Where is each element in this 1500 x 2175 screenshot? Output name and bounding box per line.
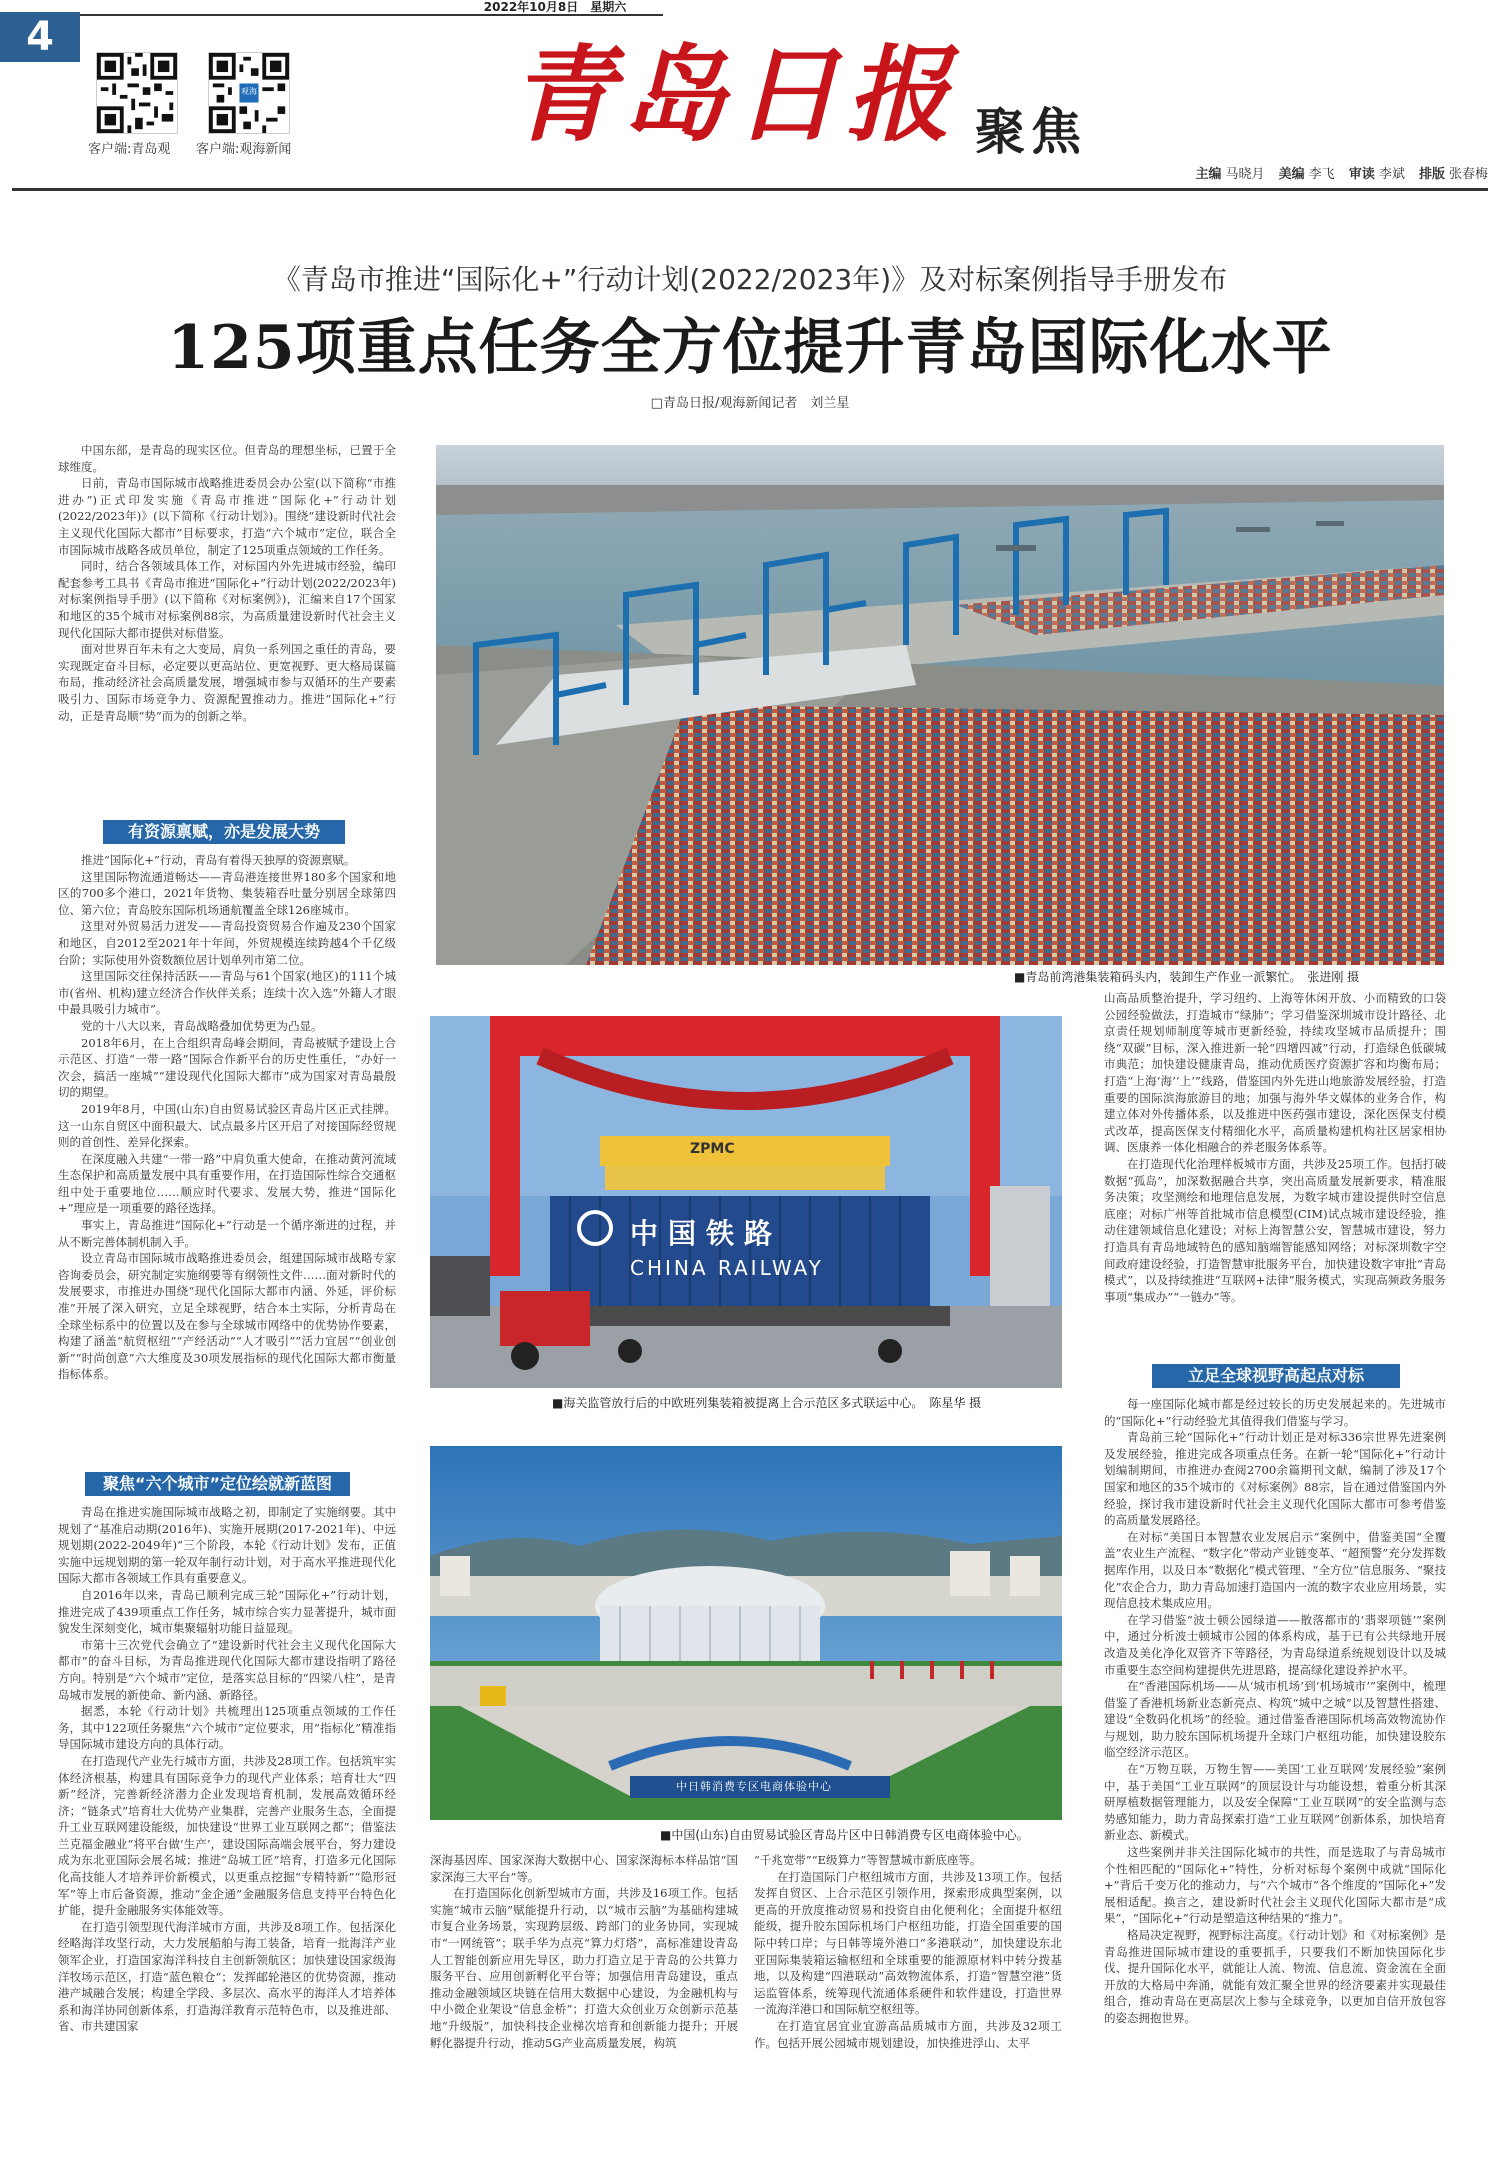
body-paragraph: 这里国际交往保持活跃——青岛与61个国家(地区)的111个城市(省州、机构)建立经济合作伙伴关系；连续十次入选“外籍人才眼中最具吸引力城市”。 [58,969,396,1017]
article-byline: □青岛日报/观海新闻记者 刘兰星 [650,396,850,411]
photo-ecommerce-center [430,1446,1062,1820]
body-paragraph: 在深度融入共建“一带一路”中肩负重大使命，在推动黄河流域生态保护和高质量发展中具有重要作用，在打造国际性综合交通枢纽中处于重要地位……顺应时代要求、发展大势，推进“国际化+”理应是一项重要的路径选择。 [58,1151,396,1216]
section-heading-six-cities: 聚焦“六个城市”定位绘就新蓝图 [85,1472,350,1496]
credit-role: 主编 [1195,167,1222,182]
photo-qianwan-port [436,445,1444,965]
photo-china-railway-container [430,1016,1062,1388]
body-paragraph: 在对标“美国日本智慧农业发展启示”案例中，借鉴美国“全覆盖”农业生产流程、“数字化”带动产业链变革、“超预警”充分发挥数据库作用，以及日本“数据化”模式管理、“全方位”信息服务、“聚技化”农企合力，助力青岛加速打造国内一流的数字农业应用场景，实现信息技术集成应用。 [1104,1529,1446,1611]
credit-role: 排版 [1418,167,1445,182]
column-3-body [430,1852,738,2159]
section2-body [58,1504,396,2159]
body-paragraph: 在打造现代产业先行城市方面，共涉及28项工作。包括筑牢实体经济根基，构建具有国际竞争力的现代产业体系；培育壮大“四新”经济，完善新经济潜力企业发现培育机制，发展高效循环经济；“链条式”培育壮大优势产业集群，完善产业服务生态，全面提升工业互联网建设能级，加快建设“世界工业互联网之都”；借鉴法兰克福金融业“将平台做‘生产’，建设国际高端会展平台，努力建设成为东北亚国际会展名城；推进“岛城工匠”培育，打造多元化国际化高技能人才培养评价新模式，以更重点挖掘“专精特新”“隐形冠军”等上市后备资源，推动“金企通”金融服务信息支持平台特色化扩能，提升金融服务实体能效等。 [58,1753,396,1918]
body-paragraph: 据悉，本轮《行动计划》共梳理出125项重点领域的工作任务，其中122项任务聚焦“六个城市”定位要求，用“指标化”精准指导国际城市建设方向的具体行动。 [58,1704,396,1752]
column-5-body [1104,990,1446,1360]
intro-paragraph: 同时，结合各领域具体工作，对标国内外先进城市经验，编印配套参考工具书《青岛市推进“国际化+”行动计划(2022/2023年)对标案例指导手册》(以下简称《对标案例》)，汇编来自17个国家和地区的35个城市对标案例88宗，为高质量建设新时代社会主义现代化国际大都市提供对标借鉴。 [58,559,396,640]
intro-paragraph: 面对世界百年未有之大变局，肩负一系列国之重任的青岛，要实现既定奋斗目标，必定要以更高站位、更宽视野、更大格局谋篇布局，推动经济社会高质量发展，增强城市参与双循环的生产要素吸引力、国际市场竞争力、资源配置推动力。推进“国际化+”行动，正是青岛顺“势”而为的创新之举。 [58,642,396,723]
photo-caption: ■海关监管放行后的中欧班列集装箱被提离上合示范区多式联运中心。 陈星华 摄 [552,1396,982,1410]
credit-role: 审读 [1348,167,1375,182]
body-paragraph: 在打造宜居宜业宜游高品质城市方面，共涉及32项工作。包括开展公园城市规划建设，加快推进浮山、太平 [754,2018,1062,2050]
qr-label-guanhai: 客户端:观海新闻 [196,142,292,157]
body-paragraph: 山高品质整治提升，学习纽约、上海等休闲开放、小而精致的口袋公园经验做法，打造城市“绿肺”；学习借鉴深圳城市设计路径、北京责任规划师制度等城市更新经验，持续攻坚城市品质提升；围绕“双碳”目标，深入推进新一轮“四增四减”行动，打造绿色低碳城市典范；加快建设健康青岛，推动优质医疗资源扩容和均衡布局；打造“上海‘海’‘上’”线路，借鉴国内外先进山地旅游发展经验，打造重要的国际滨海旅游目的地；加强与海外华文媒体的业务合作，构建立体对外传播体系，以及推进中医药强市建设，深化医保支付模式改革，提高医保支付精细化水平，高质量构建机构社区居家相协调、医康养一体化相融合的养老服务体系等。 [1104,991,1446,1155]
body-paragraph: 在打造国际门户枢纽城市方面，共涉及13项工作。包括发挥自贸区、上合示范区引领作用，探索形成典型案例，以更高的开放度推动贸易和投资自由化便利化；全面提升枢纽能级，提升胶东国际机场门户枢纽功能，打造全国重要的国际中转口岸；与日韩等境外港口“多港联动”，加快建设东北亚国际集装箱运输枢纽和全球重要的能源原材料中转分拨基地，以及构建“四港联动”高效物流体系，打造“智慧空港”货运监管体系，统筹现代流通体系硬件和软件建设，打造世界一流海洋港口和国际航空枢纽等。 [754,1869,1062,2017]
page-number: 4 [0,12,80,62]
editor-credits [1195,163,1488,182]
body-paragraph: 这里对外贸易活力迸发——青岛投资贸易合作遍及230个国家和地区，自2012至2021年十年间，外贸规模连续跨越4个千亿级台阶；实际使用外资数额位居计划单列市第二位。 [58,919,396,967]
body-paragraph: 这里国际物流通道畅达——青岛港连接世界180多个国家和地区的700多个港口，2021年货物、集装箱吞吐量分别居全球第四位、第六位；青岛胶东国际机场通航覆盖全球126座城市。 [58,869,396,917]
photo-caption: ■中国(山东)自由贸易试验区青岛片区中日韩消费专区电商体验中心。 [660,1828,1029,1842]
column-4-body [754,1852,1062,2159]
credit-name: 张春梅 [1448,167,1488,182]
credit-name: 马晓月 [1225,167,1265,182]
issue-date: 2022年10月8日 星期六 [483,0,627,14]
qr-code-qingdaoguan [96,52,178,134]
body-paragraph: 青岛前三轮“国际化+”行动计划正是对标336宗世界先进案例及发展经验，推进完成各项重点任务。在新一轮“国际化+”行动计划编制期间，市推进办查阅2700余篇期刊文献，编制了涉及17个国家和地区的35个城市的《对标案例》88宗，旨在通过借鉴国内外经验，探讨我市建设新时代社会主义现代化国际大都市可参考借鉴的高质量发展路径。 [1104,1430,1446,1528]
body-paragraph: 事实上，青岛推进“国际化+”行动是一个循序渐进的过程，并从不断完善体制机制入手。 [58,1218,396,1249]
intro-column [58,442,396,822]
body-paragraph: 深海基因库、国家深海大数据中心、国家深海标本样品馆“国家深海三大平台”等。 [430,1853,738,1884]
body-paragraph: 每一座国际化城市都是经过较长的历史发展起来的。先进城市的“国际化+”行动经验尤其值得我们借鉴与学习。 [1104,1397,1446,1428]
photo-caption: ■青岛前湾港集装箱码头内，装卸生产作业一派繁忙。 张进刚 摄 [1014,970,1360,984]
intro-paragraph: 日前，青岛市国际城市战略推进委员会办公室(以下简称“市推进办”)正式印发实施《青岛市推进“国际化+”行动计划(2022/2023年)》(以下简称《行动计划》)。围绕“建设新时代社会主义现代化国际大都市”目标要求，打造“六个城市”定位，联合全市国际城市战略各成员单位，制定了125项重点领域的工作任务。 [58,476,396,557]
body-paragraph: 2019年8月，中国(山东)自由贸易试验区青岛片区正式挂牌。这一山东自贸区中面积最大、试点最多片区开启了对接国际经贸规则的首创性、差异化探索。 [58,1101,396,1150]
article-subhead: 《青岛市推进“国际化+”行动计划(2022/2023年)》及对标案例指导手册发布 [272,263,1228,296]
intro-paragraph: 中国东部，是青岛的现实区位。但青岛的理想坐标，已置于全球维度。 [58,443,396,474]
body-paragraph: “千兆宽带”“E级算力”等智慧城市新底座等。 [754,1853,982,1867]
section-heading-resources: 有资源禀赋，亦是发展大势 [103,820,345,844]
body-paragraph: 这些案例并非关注国际化城市的共性，而是选取了与青岛城市个性相匹配的“国际化+”特性，分析对标每个案例中成就“国际化+”背后千变万化的推动力，与“六个城市”各个维度的“国际化+”发展相适配。换言之，建设新时代社会主义现代化国际大都市是“成果”，“国际化+”行动是塑造这种结果的“推力”。 [1104,1845,1446,1926]
body-paragraph: 2018年6月，在上合组织青岛峰会期间，青岛被赋予建设上合示范区、打造“一带一路”国际合作新平台的历史性重任，“办好一次会，搞活一座城”“建设现代化国际大都市”成为国家对青岛最殷切的期望。 [58,1035,396,1100]
body-paragraph: 设立青岛市国际城市战略推进委员会，组建国际城市战略专家咨询委员会，研究制定实施纲要等有纲领性文件……面对新时代的发展要求，市推进办围绕“现代化国际大都市内涵、外延，评价标准”开展了深入研究，立足全球视野，结合本土实际，分析青岛在全球坐标系中的位置以及在参与全球城市网络中的优势协作要素，构建了涵盖“航贸枢纽”“产经活动”“人才吸引”“活力宜居”“创业创新”“时尚创意”六大维度及30项发展指标的现代化国际大都市衡量指标体系。 [58,1251,396,1382]
section3-body [1104,1396,1446,2159]
body-paragraph: 在学习借鉴“波士顿公园绿道——散落都市的‘翡翠项链’”案例中，通过分析波士顿城市公园的体系构成，基于已有公共绿地开展改造及美化净化双管齐下等路径，为青岛绿道系统规划设计以及城市重要生态空间构建提供先进思路，提高绿化建设养护水平。 [1104,1612,1446,1677]
crane-label: ZPMC [690,1141,735,1157]
credit-role: 美编 [1278,167,1305,182]
section-name: 聚焦 [975,103,1087,161]
center-sign: 中日韩消费专区电商体验中心 [676,1780,832,1793]
body-paragraph: 在“香港国际机场——从‘城市机场’到‘机场城市’”案例中，梳理借鉴了香港机场新业态新亮点、构筑“城中之城”以及智慧性搭建、建设“全数码化机场”的经验。通过借鉴香港国际机场高效物流协作与规划，助力胶东国际机场提升全球门户枢纽功能，加快建设胶东临空经济示范区。 [1104,1679,1446,1760]
body-paragraph: 青岛在推进实施国际城市战略之初，即制定了实施纲要。其中规划了“基准启动期(2016年)、实施开展期(2017-2021年)、中远规划期(2022-2049年)”三个阶段，本轮《行动计划》发布，正值实施中远规划期的第一轮双年制行动计划，对于高水平推进现代化国际大都市各领域工作具有重要意义。 [58,1505,396,1586]
article-headline: 125项重点任务全方位提升青岛国际化水平 [167,313,1333,383]
credit-name: 李飞 [1308,167,1335,182]
container-text-cn: 中国铁路 [630,1217,783,1250]
body-paragraph: 在打造国际化创新型城市方面，共涉及16项工作。包括实施“城市云脑”赋能提升行动，以“城市云脑”为基础构建城市复合业务场景，实现跨层级、跨部门的业务协同，实现城市“一网统管”；联手华为点亮“算力灯塔”，高标准建设青岛人工智能创新应用先导区，助力打造立足于青岛的公共算力服务平台、应用创新孵化平台等；加强信用青岛建设，重点推动金融领域区块链在信用大数据中心建设，为金融机构与中小微企业架设“信息金桥”；打造大众创业万众创新示范基地“升级版”，加快科技企业梯次培育和创新能力提升；开展孵化器提升行动，推动5G产业高质量发展，构筑 [430,1886,738,2050]
qr-label-qingdaoguan: 客户端:青岛观 [88,142,171,157]
header-rule [12,188,1488,191]
guanhai-badge: 观海 [241,87,257,96]
top-rule [80,14,663,16]
body-paragraph: 推进“国际化+”行动，青岛有着得天独厚的资源禀赋。 [81,853,356,867]
credit-name: 李斌 [1378,167,1405,182]
body-paragraph: 市第十三次党代会确立了“建设新时代社会主义现代化国际大都市”的奋斗目标，为青岛推进现代化国际大都市建设指明了路径方向。特别是“六个城市”定位，是落实总目标的“四梁八柱”，是青岛城市发展的新使命、新内涵、新路径。 [58,1637,396,1702]
container-text-en: CHINA RAILWAY [630,1256,824,1280]
body-paragraph: 党的十八大以来，青岛战略叠加优势更为凸显。 [81,1018,323,1033]
section1-body [58,852,396,1450]
body-paragraph: 在打造引领型现代海洋城市方面，共涉及8项工作。包括深化经略海洋攻坚行动，大力发展船舶与海工装备，培育一批海洋产业领军企业，打造国家海洋科技自主创新领航区；加快建设国家级海洋牧场示范区，打造“蓝色粮仓”；发挥邮轮港区的优势资源，推动港产城融合发展；构建全学段、多层次、高水平的海洋人才培养体系和海洋协同创新体系，打造海洋教育示范特色市，以及推进部、省、市共建国家 [58,1919,396,2034]
body-paragraph: 在打造现代化治理样板城市方面，共涉及25项工作。包括打破数据“孤岛”，加深数据融合共享，突出高质量发展新要求，精准服务决策；攻坚测绘和地理信息发展，为数字城市建设提供时空信息底座；对标广州等首批城市信息模型(CIM)试点城市建设经验，推动住建领域信息化建设；对标上海智慧公安，智慧城市建设，努力打造具有青岛地域特色的感知脑端智能感知网络；对标深圳数字空间政府建设经验，打造智慧审批服务平台，加快建设数字审批“青岛模式”，以及持续推进“互联网+法律”服务模式，实现高频政务服务事项“集成办”“一链办”等。 [1104,1156,1446,1304]
body-paragraph: 自2016年以来，青岛已顺利完成三轮“国际化+”行动计划，推进完成了439项重点工作任务，城市综合实力显著提升，城市面貌发生深刻变化，城市集聚辐射功能日益显现。 [58,1587,396,1636]
qr-code-guanhai [208,52,290,134]
body-paragraph: 在“万物互联，万物生智——美国‘工业互联网’发展经验”案例中，基于美国“工业互联网”的顶层设计与功能设想，着重分析其深研厚植数据管理能力，以及安全保障“工业互联网”的安全监测与态势感知能力，助力青岛探索打造“工业互联网”创新体系，加快培育新业态、新模式。 [1104,1762,1446,1843]
body-paragraph: 格局决定视野，视野标注高度。《行动计划》和《对标案例》是青岛推进国际城市建设的重要抓手，只要我们不断加快国际化步伐、提升国际化水平，就能让人流、物流、信息流、资金流在全面开放的大格局中奔涌，就能有效汇聚全世界的经济要素并实现最佳组合，推动青岛在更高层次上参与全球竞争，以更加自信开放包容的姿态拥抱世界。 [1104,1928,1446,2025]
section-heading-benchmark: 立足全球视野高起点对标 [1152,1364,1400,1388]
masthead-logo: 青岛日报 [510,33,959,156]
